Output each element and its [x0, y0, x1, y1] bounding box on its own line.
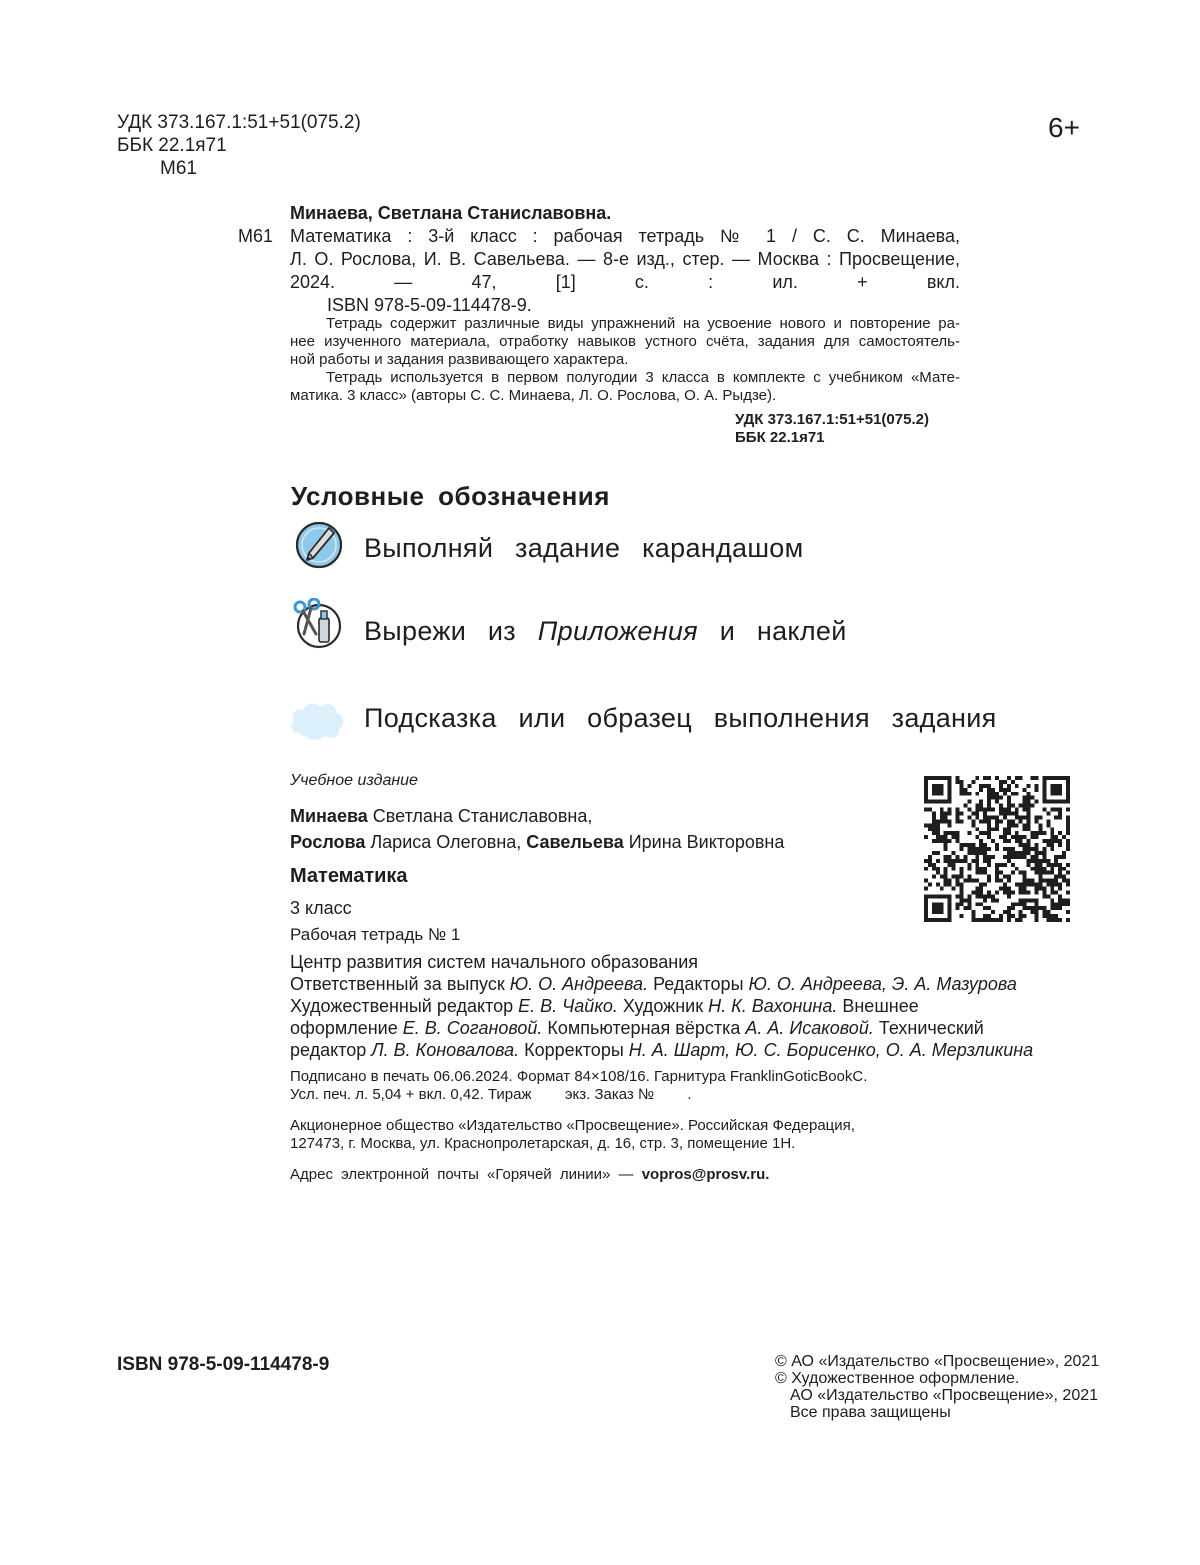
copyright-line: АО «Издательство «Просвещение», 2021: [790, 1387, 1099, 1404]
authors-line-1: [290, 804, 592, 828]
credit-person: Е. В. Чайко.: [518, 996, 618, 1016]
credit-role: Внешнее: [837, 996, 919, 1016]
bib-codes: [735, 411, 929, 447]
legend-scissors-text-after: и наклей: [697, 616, 847, 646]
credit-role: Технический: [873, 1018, 984, 1038]
isbn: ISBN 978-5-09-114478-9: [117, 1354, 330, 1375]
workbook-number: Рабочая тетрадь № 1: [290, 925, 461, 944]
cloud-icon: [287, 695, 347, 743]
legend-scissors-text: [364, 614, 847, 648]
bib-bbk: ББК 22.1я71: [735, 429, 825, 446]
bib-index: М61: [238, 226, 274, 246]
credit-person: Ю. О. Андреева.: [509, 974, 649, 994]
subject-title: Математика: [290, 865, 408, 887]
annotation-line: нее изученного материала, отработку навыков устного счёта, задания для самостоятель-: [290, 333, 960, 350]
authors-line-2: [290, 830, 784, 854]
credits-line: [290, 972, 1017, 996]
credit-role: оформление: [290, 1018, 403, 1038]
author-name: Ирина Викторовна: [623, 832, 785, 852]
qr-code-icon: [923, 776, 1071, 922]
credit-role: Корректоры: [519, 1040, 629, 1060]
credit-person: Ю. О. Андреева, Э. А. Мазурова: [748, 974, 1017, 994]
credit-role: Компьютерная вёрстка: [542, 1018, 746, 1038]
scissors-glue-icon: [292, 598, 344, 650]
edition-type: Учебное издание: [290, 772, 418, 789]
credit-role: Художник: [617, 996, 709, 1016]
annotation-line: Тетрадь содержит различные виды упражнений на усвоение нового и повторение ра-: [326, 315, 960, 332]
print-info-line: Усл. печ. л. 5,04 + вкл. 0,42. Тираж экз. Заказ № .: [290, 1086, 692, 1103]
credit-person: Е. В. Соганoвой.: [402, 1018, 543, 1038]
bib-line-3: 2024. — 47, [1] с. : ил. + вкл.: [290, 272, 960, 292]
credit-person: Н. К. Вахонина.: [708, 996, 838, 1016]
author-name: Светлана Станиславовна,: [367, 806, 593, 826]
bib-line-1: Математика : 3-й класс : рабочая тетрадь № 1 / С. С. Минаева,: [290, 226, 960, 246]
credits-line: [290, 1038, 1033, 1062]
credits-center: Центр развития систем начального образования: [290, 952, 699, 972]
author-name: Лариса Олеговна,: [365, 832, 527, 852]
legend-scissors-text-appendix: Приложения: [537, 616, 698, 646]
company-line: 127473, г. Москва, ул. Краснопролетарская, д. 16, стр. 3, помещение 1Н.: [290, 1135, 796, 1152]
credit-role: Редакторы: [648, 974, 749, 994]
email-address[interactable]: vopros@prosv.ru.: [641, 1166, 770, 1183]
copyright-line: © Художественное оформление.: [775, 1370, 1020, 1387]
author-mark: М61: [160, 158, 197, 179]
bib-author: Минаева, Светлана Станиславовна.: [290, 203, 612, 223]
udk-code: УДК 373.167.1:51+51(075.2): [117, 112, 361, 133]
annotation-line: Тетрадь используется в первом полугодии 3 класса в комплекте с учебником «Мате-: [326, 369, 960, 386]
legend-title: Условные обозначения: [291, 481, 610, 511]
bbk-code: ББК 22.1я71: [117, 135, 227, 156]
copyright-line: Все права защищены: [790, 1404, 951, 1421]
credit-role: Художественный редактор: [290, 996, 519, 1016]
credit-role: Ответственный за выпуск: [290, 974, 510, 994]
credit-person: Л. В. Коновалова.: [371, 1040, 520, 1060]
bib-line-2: Л. О. Рослова, И. В. Савельева. — 8-е изд., стер. — Москва : Просвещение,: [290, 249, 960, 269]
grade: 3 класс: [290, 898, 352, 918]
print-info-line: Подписано в печать 06.06.2024. Формат 84×108/16. Гарнитура FranklinGoticBookC.: [290, 1068, 868, 1085]
legend-scissors-text-before: Вырежи из: [364, 616, 538, 646]
credit-person: А. А. Исаковой.: [745, 1018, 874, 1038]
author-surname: Минаева: [290, 806, 368, 826]
legend-pencil-text: Выполняй задание карандашом: [364, 533, 804, 563]
bib-udk: УДК 373.167.1:51+51(075.2): [735, 411, 929, 428]
hotline-email: [290, 1166, 769, 1184]
author-surname: Рослова: [290, 832, 366, 852]
bib-isbn: ISBN 978-5-09-114478-9.: [327, 295, 532, 315]
email-label: Адрес электронной почты «Горячей линии» —: [290, 1166, 642, 1183]
credits-line: [290, 994, 919, 1018]
copyright-line: © АО «Издательство «Просвещение», 2021: [775, 1353, 1100, 1370]
credit-person: Н. А. Шарт, Ю. С. Борисенко, О. А. Мерзликина: [628, 1040, 1034, 1060]
author-surname: Савельева: [526, 832, 624, 852]
credits-line: [290, 1016, 984, 1040]
pencil-icon: [294, 520, 344, 570]
legend-cloud-text: Подсказка или образец выполнения задания: [364, 703, 997, 733]
company-line: Акционерное общество «Издательство «Просвещение». Российская Федерация,: [290, 1117, 855, 1134]
credit-role: редактор: [290, 1040, 372, 1060]
age-rating: 6+: [1048, 112, 1080, 143]
annotation-line: матика. 3 класс» (авторы С. С. Минаева, Л. О. Рослова, О. А. Рыдзе).: [290, 387, 777, 404]
annotation-line: ной работы и задания развивающего характера.: [290, 351, 629, 368]
